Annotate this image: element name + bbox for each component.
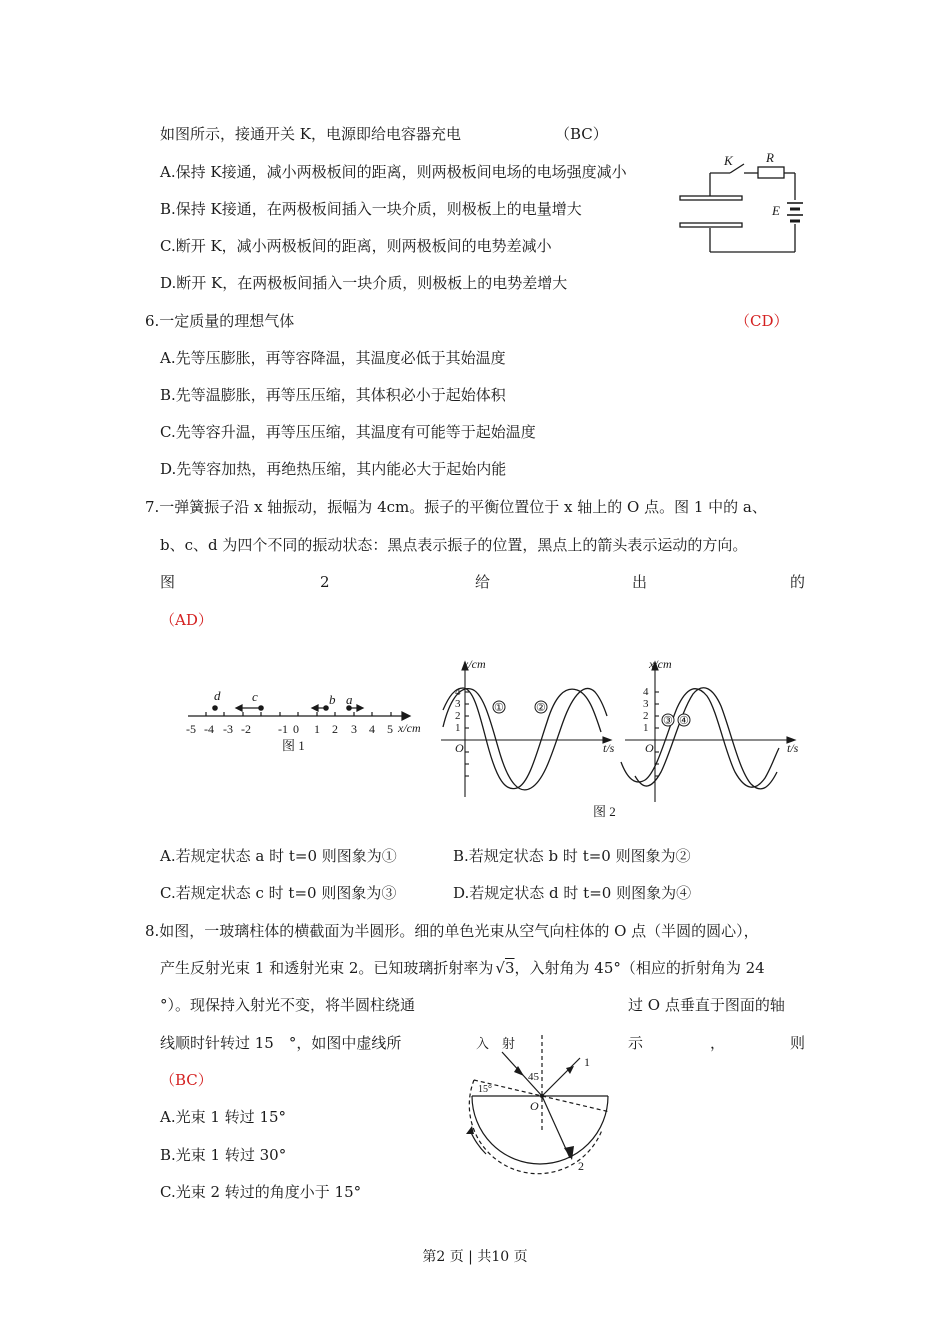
resistor-r: [758, 167, 784, 178]
tick-label: 5: [387, 722, 393, 736]
tick-label: 4: [369, 722, 375, 736]
q7-stem-word-3: 给: [475, 573, 491, 591]
curve-mark-2: ②: [536, 702, 546, 714]
y-tick: 4: [643, 686, 649, 698]
q8-stem-line3-a: °）。现保持入射光不变，将半圆柱绕通: [160, 996, 416, 1014]
y-tick: 3: [455, 698, 461, 710]
fig2-origin-left: O: [455, 741, 464, 755]
q7-answer: （AD）: [160, 611, 213, 629]
q7-figure-2-graphs: [435, 652, 810, 827]
q8-stem-line2: [160, 958, 765, 978]
y-tick: 4: [455, 686, 461, 698]
q7-figure-1-number-line: [180, 680, 435, 760]
q7-stem-word-5: 的: [790, 573, 806, 591]
label-angle-45: 45: [528, 1071, 539, 1083]
curve-mark-1: ①: [494, 702, 504, 714]
fig2-y-label-right: x/cm: [649, 657, 672, 671]
fig2-y-label-left: x/cm: [463, 657, 486, 671]
state-a-label: a: [346, 692, 353, 707]
fig1-axis-label: x/cm: [398, 721, 421, 735]
label-k: K: [724, 153, 733, 168]
q7-stem-line1: 7.一弹簧振子沿 x 轴振动，振幅为 4cm。振子的平衡位置位于 x 轴上的 O 点。图 1 中的 a、: [145, 498, 767, 516]
q6-stem: 6.一定质量的理想气体: [145, 312, 295, 330]
q8-semicircle-figure: [462, 1030, 622, 1180]
q7-stem-word-2: 2: [320, 573, 330, 591]
q8-stem-line3-b: 过 O 点垂直于图面的轴: [628, 996, 785, 1014]
q8-option-c: C.光束 2 转过的角度小于 15°: [160, 1183, 362, 1201]
q5-option-b: B.保持 K接通，在两极板间插入一块介质，则极板上的电量增大: [160, 200, 582, 218]
tick-label: 0: [293, 722, 299, 736]
y-tick: 1: [643, 722, 649, 734]
capacitor-circuit-figure: [668, 148, 813, 258]
tick-label: -1: [278, 722, 288, 736]
label-incident: 入 射: [476, 1036, 516, 1051]
curve-4: [635, 688, 777, 789]
tick-label: 1: [314, 722, 320, 736]
y-tick: 2: [455, 710, 461, 722]
q8-option-a: A.光束 1 转过 15°: [160, 1108, 287, 1126]
label-angle-15: 15°: [478, 1084, 492, 1095]
q5-option-c: C.断开 K，减小两极板间的距离，则两极板间的电势差减小: [160, 237, 552, 255]
state-b-label: b: [329, 692, 336, 707]
q7-option-b: B.若规定状态 b 时 t=0 则图象为②: [453, 847, 691, 865]
q7-stem-word-4: 出: [632, 573, 648, 591]
sqrt-sign: √: [495, 959, 505, 977]
q5-answer: （BC）: [555, 125, 608, 143]
q8-stem-line4-a: 线顺时针转过 15 °，如图中虚线所: [160, 1034, 402, 1052]
q8-stem-word-3: 则: [790, 1034, 806, 1052]
tick-label: 3: [351, 722, 357, 736]
label-beam-1: 1: [584, 1055, 590, 1069]
tick-label: 2: [332, 722, 338, 736]
sqrt-value: 3: [504, 959, 515, 977]
q5-option-d: D.断开 K，在两极板间插入一块介质，则极板上的电势差增大: [160, 274, 568, 292]
capacitor-top-plate: [680, 196, 742, 200]
capacitor-bottom-plate: [680, 223, 742, 227]
label-r: R: [766, 150, 774, 165]
fig2-caption: 图 2: [593, 804, 616, 819]
q6-option-d: D.先等容加热，再绝热压缩，其内能必大于起始内能: [160, 460, 507, 478]
curve-mark-4: ④: [679, 715, 689, 727]
y-tick: 2: [643, 710, 649, 722]
curve-mark-3: ③: [663, 715, 673, 727]
q7-stem-line2: b、c、d 为四个不同的振动状态：黑点表示振子的位置，黑点上的箭头表示运动的方向。: [160, 536, 748, 554]
fig2-x-label-left: t/s: [603, 741, 615, 755]
tick-label: -5: [186, 722, 196, 736]
q7-option-a: A.若规定状态 a 时 t=0 则图象为①: [160, 847, 397, 865]
page-footer: 第2 页 | 共10 页: [422, 1249, 528, 1265]
label-beam-2: 2: [578, 1159, 584, 1173]
fig1-caption: 图 1: [282, 738, 305, 753]
y-tick: 3: [643, 698, 649, 710]
y-tick: 1: [455, 722, 461, 734]
q7-stem-word-1: 图: [160, 573, 176, 591]
tick-label: -2: [241, 722, 251, 736]
q8-stem-line2-b: ，入射角为 45°（相应的折射角为 24: [514, 959, 765, 977]
q8-option-b: B.光束 1 转过 30°: [160, 1146, 287, 1164]
label-origin: O: [530, 1099, 539, 1113]
q6-option-a: A.先等压膨胀，再等容降温，其温度必低于其始温度: [160, 349, 506, 367]
state-d-label: d: [214, 688, 221, 703]
tick-label: -4: [204, 722, 214, 736]
q8-stem-line2-a: 产生反射光束 1 和透射光束 2。已知玻璃折射率为: [160, 959, 494, 977]
label-e: E: [772, 203, 780, 218]
tick-label: -3: [223, 722, 233, 736]
q8-answer: （BC）: [160, 1071, 213, 1089]
fig2-x-label-right: t/s: [787, 741, 799, 755]
q7-option-d: D.若规定状态 d 时 t=0 则图象为④: [453, 884, 692, 902]
curve-2: [443, 688, 601, 789]
state-d-dot: [213, 706, 217, 710]
q7-option-c: C.若规定状态 c 时 t=0 则图象为③: [160, 884, 397, 902]
q8-stem-word-1: 示: [628, 1034, 644, 1052]
q6-option-b: B.先等温膨胀，再等压压缩，其体积必小于起始体积: [160, 386, 506, 404]
q6-option-c: C.先等容升温，再等压压缩，其温度有可能等于起始温度: [160, 423, 536, 441]
q6-answer: （CD）: [735, 312, 789, 330]
fig2-origin-right: O: [645, 741, 654, 755]
q8-stem-word-2: ，: [710, 1034, 726, 1052]
q8-stem-line1: 8.如图，一玻璃柱体的横截面为半圆形。细的单色光束从空气向柱体的 O 点（半圆的圆心），: [145, 922, 759, 940]
q5-stem: 如图所示，接通开关 K，电源即给电容器充电: [160, 125, 461, 143]
state-c-label: c: [252, 689, 258, 704]
q5-option-a: A.保持 K接通，减小两极板间的距离，则两极板间电场的电场强度减小: [160, 163, 627, 181]
